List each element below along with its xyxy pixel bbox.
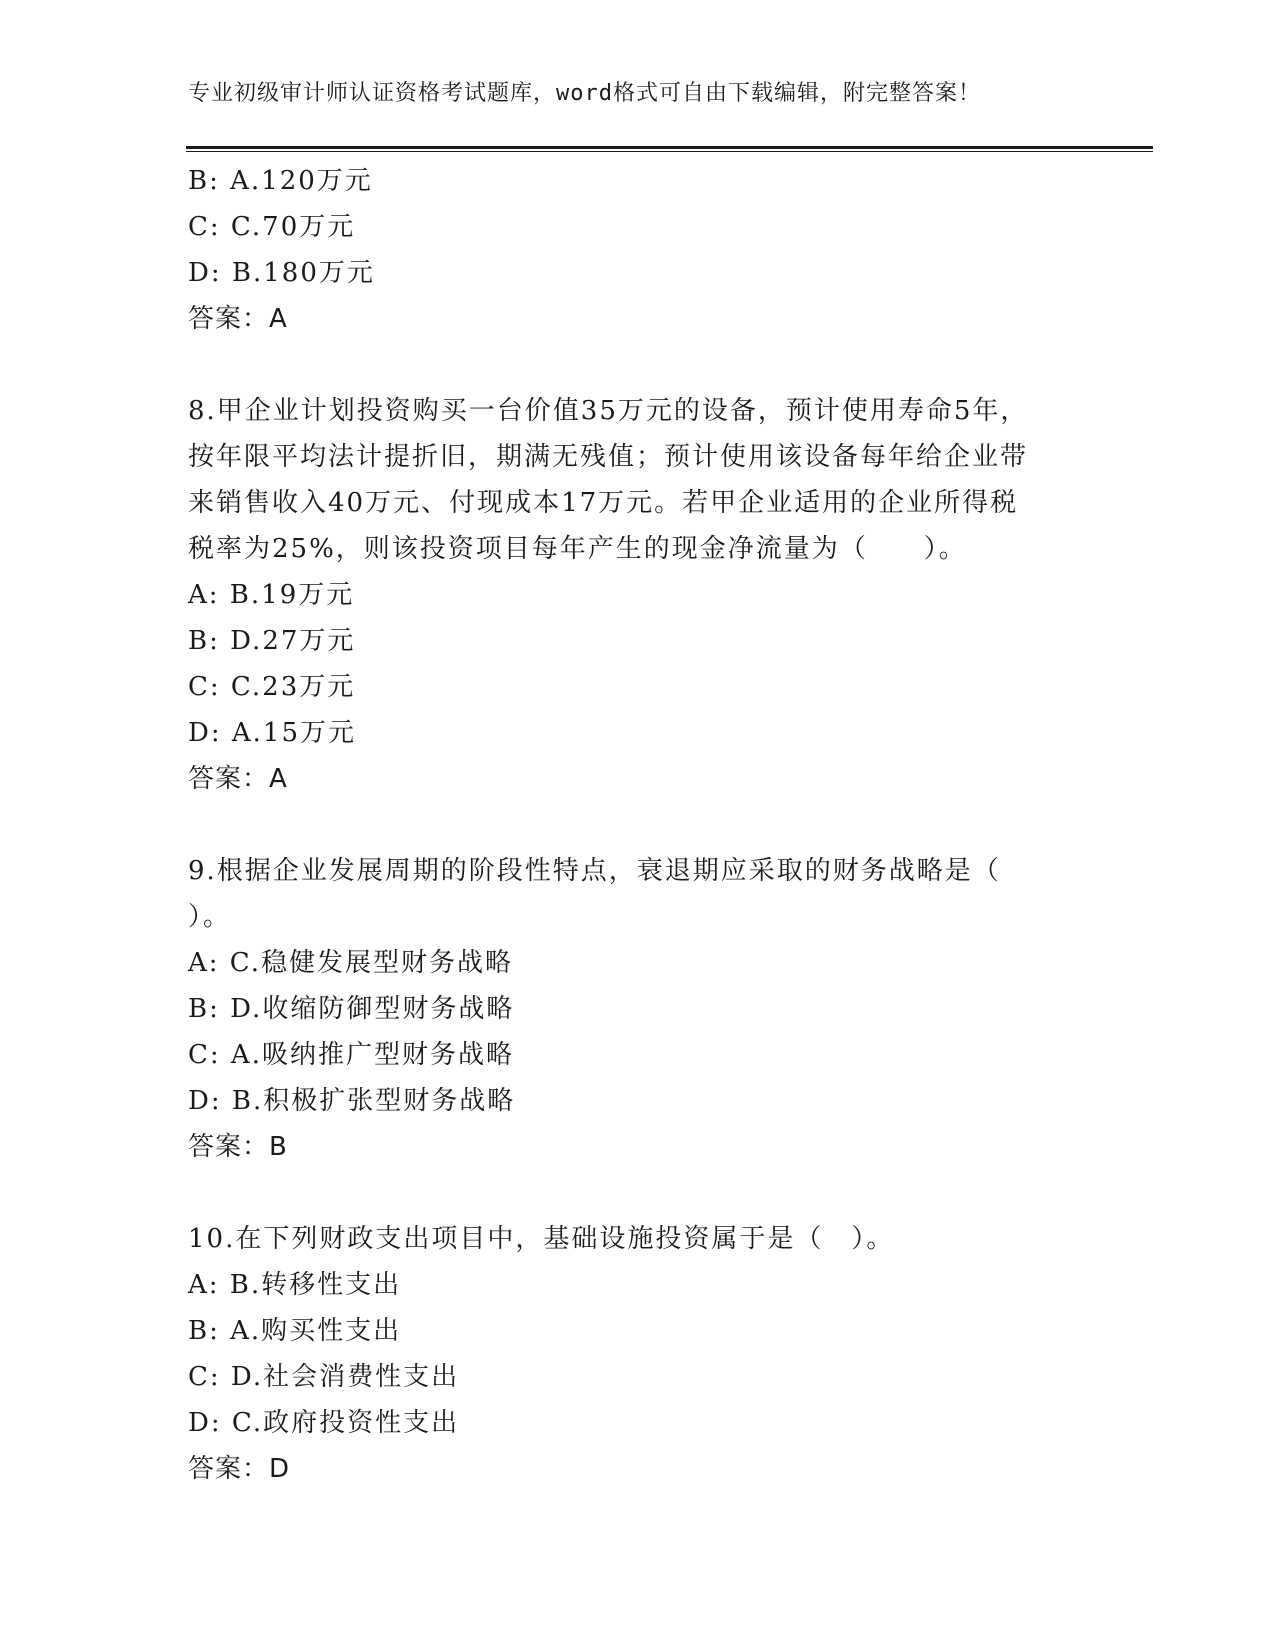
question-9 (188, 848, 1088, 1170)
answer: 答案：D (188, 1454, 291, 1484)
spacer (188, 342, 1088, 388)
option-b: B: D.收缩防御型财务战略 (188, 994, 515, 1024)
spacer (188, 802, 1088, 848)
option-d: D: A.15万元 (188, 718, 356, 748)
option-d: D: B.积极扩张型财务战略 (188, 1086, 516, 1116)
question-7-tail (188, 158, 1088, 342)
header-rule (186, 146, 1153, 149)
page-header: 专业初级审计师认证资格考试题库，word格式可自由下载编辑，附完整答案！ (188, 81, 981, 106)
answer: 答案：A (188, 764, 288, 794)
document-body (188, 158, 1088, 1492)
question-text: 10.在下列财政支出项目中，基础设施投资属于是（ ）。 (188, 1224, 895, 1254)
option-b: B: D.27万元 (188, 626, 356, 656)
option-d: D: C.政府投资性支出 (188, 1408, 460, 1438)
option-b: B: A.120万元 (188, 166, 373, 196)
option-c: C: C.70万元 (188, 212, 356, 242)
answer: 答案：A (188, 304, 288, 334)
option-a: A: B.19万元 (188, 580, 355, 610)
question-8 (188, 388, 1088, 802)
option-a: A: C.稳健发展型财务战略 (188, 948, 514, 978)
option-c: C: A.吸纳推广型财务战略 (188, 1040, 514, 1070)
answer: 答案：B (188, 1132, 288, 1162)
question-10 (188, 1216, 1088, 1492)
spacer (188, 1170, 1088, 1216)
question-text: 9.根据企业发展周期的阶段性特点，衰退期应采取的财务战略是（ ）。 (188, 856, 1001, 932)
option-a: A: B.转移性支出 (188, 1270, 402, 1300)
option-d: D: B.180万元 (188, 258, 375, 288)
option-c: C: D.社会消费性支出 (188, 1362, 460, 1392)
question-text: 8.甲企业计划投资购买一台价值35万元的设备，预计使用寿命5年， 按年限平均法计提折旧，期满无残值；预计使用该设备每年给企业带 来销售收入40万元、付现成本17万元。若甲企业适用的企业所得税 税率为25%，则该投资项目每年产生的现金净流量为（ ）。 (188, 396, 1029, 564)
option-c: C: C.23万元 (188, 672, 356, 702)
option-b: B: A.购买性支出 (188, 1316, 402, 1346)
